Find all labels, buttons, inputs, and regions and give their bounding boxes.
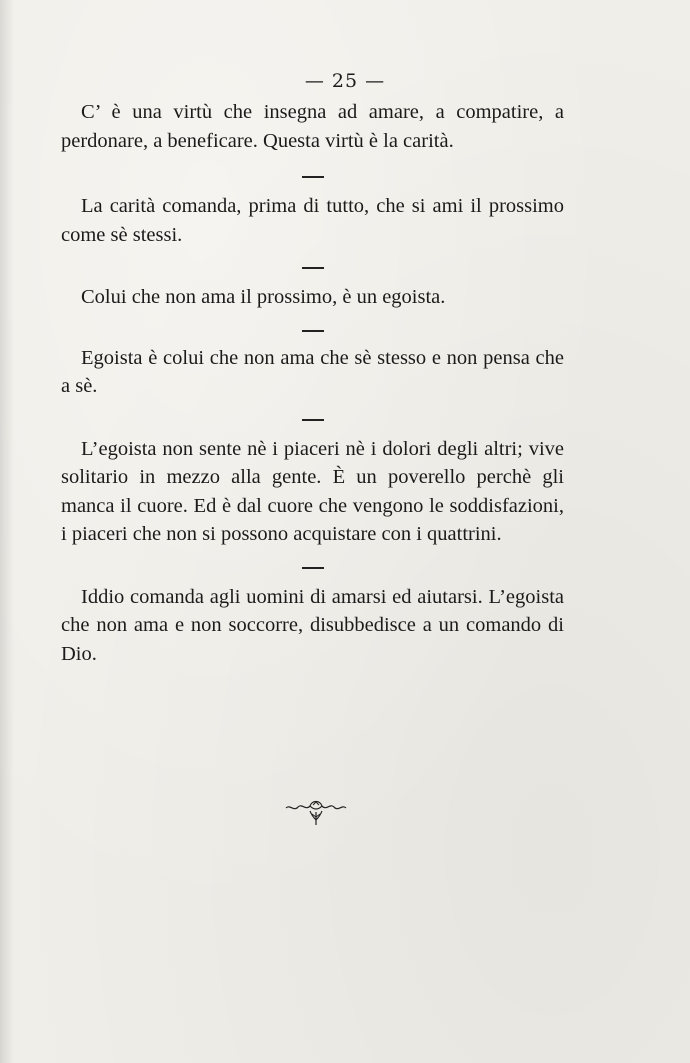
paragraph-virtue: C’ è una virtù che insegna ad amare, a compatire, a perdonare, a beneficare. Questa virtù è la carità. [61,101,564,152]
paragraph-egoist-feelings: L’egoista non sente nè i piaceri nè i dolori degli altri; vive solitario in mezzo alla gente. È un poverello perchè gli manca il cuore. Ed è dal cuore che vengono le soddisfazioni, i piaceri che non si possono acquistare con i quattrini. [61,437,564,545]
section-separator [302,330,324,332]
page-number: — 25 — [304,70,386,92]
section-separator [302,267,324,269]
paragraph-egoist-self: Egoista è colui che non ama che sè stesso e non pensa che a sè. [61,346,564,397]
paragraph-egoist-definition: Colui che non ama il prossimo, è un egoista. [81,286,446,308]
section-separator [302,176,324,178]
paragraph-charity-command: La carità comanda, prima di tutto, che si ami il prossimo come sè stessi. [61,195,564,246]
floral-tailpiece-icon [284,798,348,826]
page-edge-shadow [0,0,14,1063]
text-block [61,98,564,668]
section-separator [302,567,324,569]
paragraph-god-command: Iddio comanda agli uomini di amarsi ed aiutarsi. L’egoista che non ama e non soccorre, disubbedisce a un comando di Dio. [61,585,564,665]
section-separator [302,419,324,421]
